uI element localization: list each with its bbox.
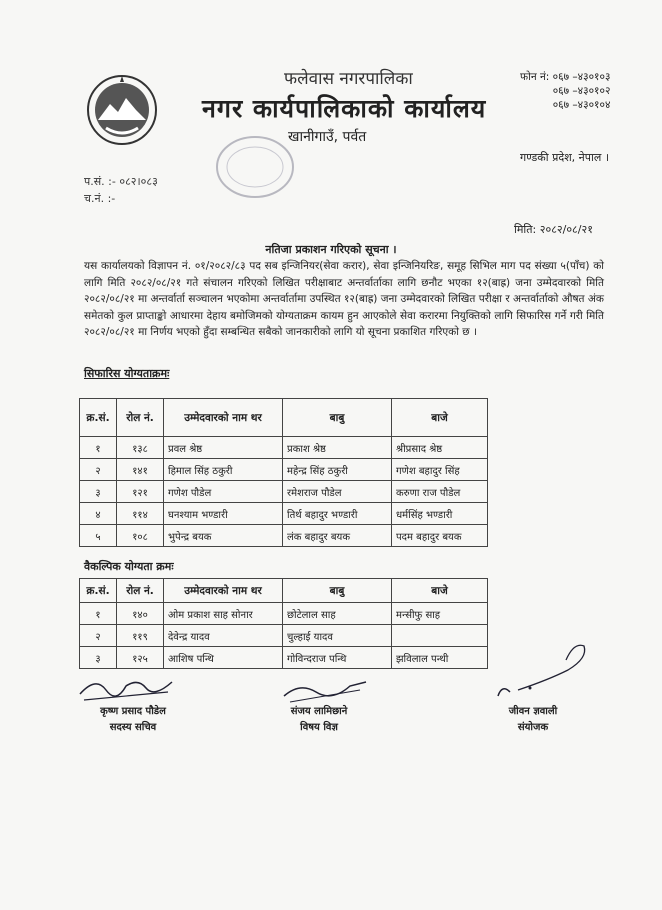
col-name: उम्मेदवारको नाम थर: [164, 399, 283, 437]
cell-name: देवेन्द्र यादव: [164, 625, 283, 647]
cell-grandfather: [392, 625, 488, 647]
cell-father: चुल्हाई यादव: [283, 625, 392, 647]
cell-roll: ११४: [117, 503, 164, 525]
signatory-name: कृष्ण प्रसाद पौडेल: [100, 706, 166, 717]
table-row: [80, 437, 488, 459]
col-father: बाबु: [283, 399, 392, 437]
cell-grandfather: गणेश बहादुर सिंह: [392, 459, 488, 481]
office-title: नगर कार्यपालिकाको कार्यालय: [202, 94, 487, 123]
table-row: [80, 459, 488, 481]
alternate-heading: वैकल्पिक योग्यता क्रमः: [84, 560, 174, 573]
col-grandfather: बाजे: [392, 579, 488, 603]
cell-roll: १४१: [117, 459, 164, 481]
recommended-heading: सिफारिस योग्यताक्रमः: [84, 367, 170, 380]
cell-roll: १२५: [117, 647, 164, 669]
col-father: बाबु: [283, 579, 392, 603]
cell-name: गणेश पौडेल: [164, 481, 283, 503]
cell-grandfather: झविलाल पन्थी: [392, 647, 488, 669]
cell-roll: १०८: [117, 525, 164, 547]
cell-roll: १३८: [117, 437, 164, 459]
cell-name: आशिष पन्थि: [164, 647, 283, 669]
col-sn: क्र.सं.: [80, 399, 117, 437]
notice-date: मिति: २०८२/०८/२१: [514, 223, 593, 236]
table-row: [80, 503, 488, 525]
nepal-emblem-logo: [84, 72, 160, 148]
cell-grandfather: मन्सीफु साह: [392, 603, 488, 625]
cell-name: ओम प्रकाश साह सोनार: [164, 603, 283, 625]
notice-body: यस कार्यालयको विज्ञापन नं. ०१/२०८२/८३ पद सब इन्जिनियर(सेवा करार), सेवा इन्जिनियरिङ, समूह सिभिल माग पद संख्या ५(पाँच) को लागि मिति २०८२/०८/२१ गते संचालन गरिएको लिखित परीक्षाबाट अन्तर्वार्ताका लागि छनौट भएका १२(बाह्र) जना उम्मेदवारको मिति २०८२/०८/२१ मा अन्तर्वार्ता सञ्चालन भएकोमा अन्तर्वार्तामा उपस्थित १२(बाह्र) जना उम्मेदवारको लिखित परीक्षा र अन्तर्वार्ताको औषत अंक समेतको कुल प्राप्ताङ्को आधारमा देहाय बमोजिमको योग्यताक्रम कायम हुन आएकोले सेवा करारमा नियुक्तिको लागि सिफारिस गर्ने गरी मिति २०८२/०८/२१ मा निर्णय भएको हुँदा सम्बन्धित सबैको जानकारीको लागि यो सूचना प्रकाशित गरिएको छ ।: [84, 260, 604, 339]
col-name: उम्मेदवारको नाम थर: [164, 579, 283, 603]
cell-father: गोविन्दराज पन्थि: [283, 647, 392, 669]
recommended-table: [79, 398, 488, 547]
phone-line-3: ०६७ –४३०१०४: [552, 99, 611, 111]
table-row: [80, 481, 488, 503]
table-row: [80, 603, 488, 625]
cell-sn: १: [80, 437, 117, 459]
col-grandfather: बाजे: [392, 399, 488, 437]
municipality-name: फलेवास नगरपालिका: [284, 69, 413, 89]
cell-father: प्रकाश श्रेष्ठ: [283, 437, 392, 459]
cell-sn: २: [80, 459, 117, 481]
signature-member-secretary: [76, 668, 176, 704]
col-sn: क्र.सं.: [80, 579, 117, 603]
cell-roll: १४०: [117, 603, 164, 625]
cell-roll: ११९: [117, 625, 164, 647]
cell-father: छोटेलाल साह: [283, 603, 392, 625]
table-row: [80, 647, 488, 669]
signature-coordinator: [488, 640, 598, 710]
signatory-coordinator: [478, 704, 588, 736]
signatory-member-secretary: [78, 704, 188, 736]
table-row: [80, 525, 488, 547]
signatory-name: जीवन ज्ञवाली: [508, 706, 558, 717]
signatory-role: विषय विज्ञ: [300, 722, 338, 733]
signatory-name: संजय लामिछाने: [290, 706, 348, 717]
cell-sn: ३: [80, 647, 117, 669]
alternate-table: [79, 578, 488, 669]
cell-sn: ३: [80, 481, 117, 503]
cell-father: लंक बहादुर बयक: [283, 525, 392, 547]
cell-sn: १: [80, 603, 117, 625]
cell-grandfather: पदम बहादुर बयक: [392, 525, 488, 547]
cell-sn: २: [80, 625, 117, 647]
cell-sn: ४: [80, 503, 117, 525]
phone-line-2: ०६७ –४३०१०२: [552, 85, 611, 97]
col-roll: रोल नं.: [117, 579, 164, 603]
cell-grandfather: श्रीप्रसाद श्रेष्ठ: [392, 437, 488, 459]
phone-block: [520, 70, 610, 112]
cell-name: घनश्याम भण्डारी: [164, 503, 283, 525]
patra-sankhya: प.सं. :- ०८२।०८३: [84, 175, 158, 188]
cell-name: हिमाल सिंह ठकुरी: [164, 459, 283, 481]
signatory-role: संयोजक: [517, 722, 549, 733]
cell-father: महेन्द्र सिंह ठकुरी: [283, 459, 392, 481]
chalani-number: च.नं. :-: [84, 192, 116, 205]
reference-block: [84, 173, 158, 207]
cell-name: भुपेन्द्र बयक: [164, 525, 283, 547]
cell-father: तिर्थ बहादुर भण्डारी: [283, 503, 392, 525]
signatory-role: सदस्य सचिव: [109, 722, 157, 733]
notice-title: नतिजा प्रकाशन गरिएको सूचना ।: [265, 243, 397, 256]
signature-subject-expert: [280, 676, 370, 706]
signatory-subject-expert: [264, 704, 374, 736]
col-roll: रोल नं.: [117, 399, 164, 437]
cell-name: प्रवल श्रेष्ठ: [164, 437, 283, 459]
province-label: गण्डकी प्रदेश, नेपाल ।: [520, 151, 609, 164]
cell-grandfather: धर्मसिंह भण्डारी: [392, 503, 488, 525]
cell-roll: १२१: [117, 481, 164, 503]
cell-father: रमेशराज पौडेल: [283, 481, 392, 503]
table-row: [80, 625, 488, 647]
cell-sn: ५: [80, 525, 117, 547]
cell-grandfather: करुणा राज पौडेल: [392, 481, 488, 503]
office-stamp: [210, 130, 300, 205]
phone-line-1: फोन नं: ०६७ –४३०१०३: [520, 71, 611, 83]
office-location: खानीगाउँ, पर्वत: [288, 129, 367, 145]
